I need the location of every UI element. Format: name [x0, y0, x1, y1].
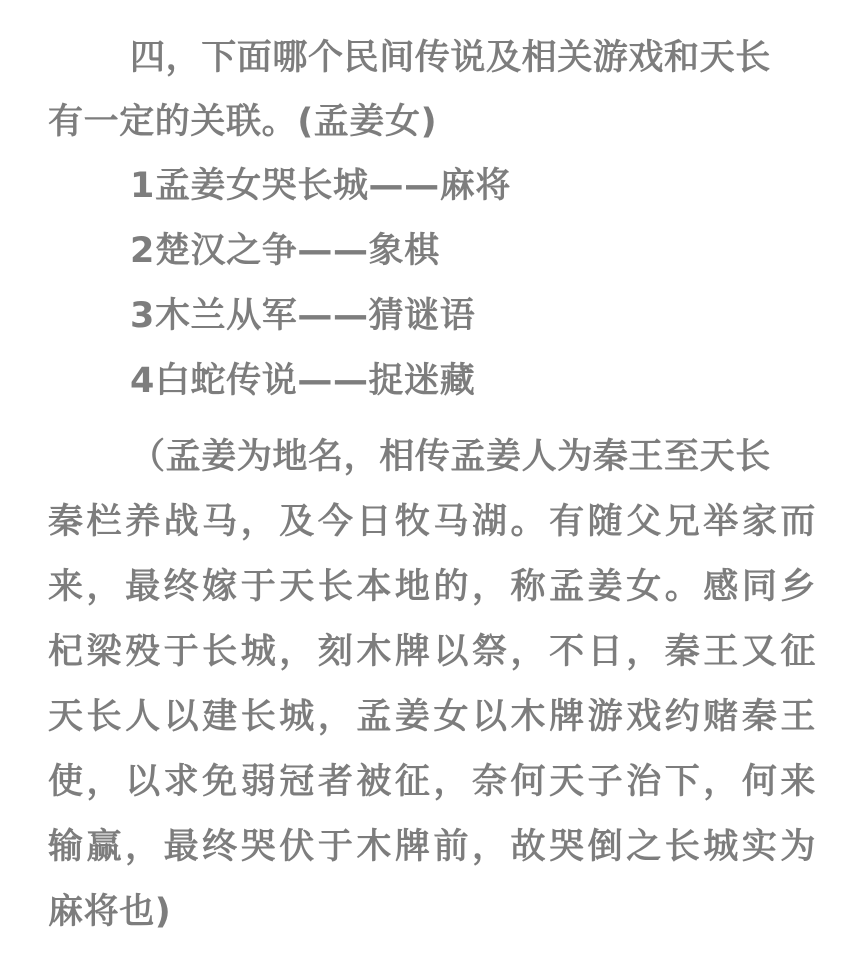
document-page [48, 0, 818, 960]
question-title-line-2: 有一定的关联。(孟姜女) [48, 102, 438, 142]
question-title-line-1: 四，下面哪个民间传说及相关游戏和天长 [130, 38, 771, 78]
explanation-line-2: 秦栏养战马，及今日牧马湖。有随父兄举家而 [48, 502, 816, 542]
explanation-line-8: 麻将也) [48, 892, 172, 932]
explanation-line-5: 天长人以建长城，孟姜女以木牌游戏约赌秦王 [48, 697, 816, 737]
option-4: 4白蛇传说——捉迷藏 [130, 361, 476, 401]
explanation-line-3: 来，最终嫁于天长本地的，称孟姜女。感同乡 [48, 567, 816, 607]
option-2: 2楚汉之争——象棋 [130, 231, 440, 271]
explanation-line-6: 使，以求免弱冠者被征，奈何天子治下，何来 [48, 762, 816, 802]
explanation-line-4: 杞梁殁于长城，刻木牌以祭，不日，秦王又征 [48, 632, 816, 672]
option-1: 1孟姜女哭长城——麻将 [130, 166, 511, 206]
explanation-line-7: 输赢，最终哭伏于木牌前，故哭倒之长城实为 [48, 827, 816, 867]
explanation-line-1: （孟姜为地名，相传孟姜人为秦王至天长 [130, 437, 771, 477]
option-3: 3木兰从军——猜谜语 [130, 296, 476, 336]
